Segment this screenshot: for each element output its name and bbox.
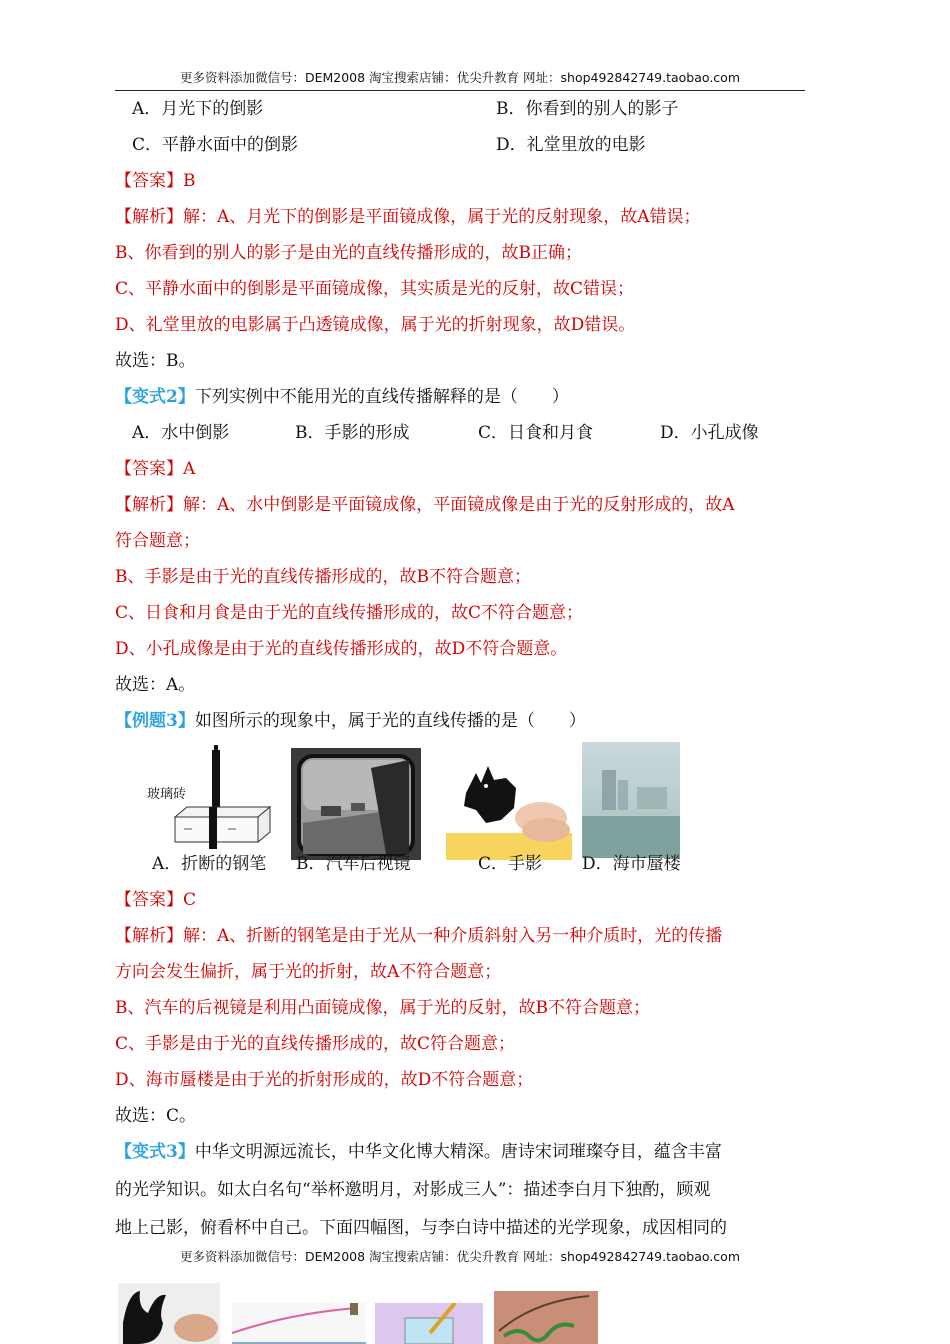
q1-answer <box>115 170 815 192</box>
q3-conclusion: 故选：C。 <box>115 1106 197 1126</box>
q3-answer <box>115 889 815 911</box>
page-footer: 更多资料添加微信号：DEM2008 淘宝搜索店铺：优尖升教育 网址：shop492842749.taobao.com <box>179 1249 741 1264</box>
figure-label-glass-brick: 玻璃砖 <box>147 787 187 802</box>
question-text: 中华文明源远流长，中华文化博大精深。唐诗宋词璀璨夺目，蕴含丰富 <box>194 1142 722 1162</box>
analysis-tag: 【解析】 <box>115 207 183 227</box>
q3-analysis-line: D、海市蜃楼是由于光的折射形成的，故D不符合题意； <box>115 1070 534 1090</box>
analysis-text: 解：A、折断的钢笔是由于光从一种介质斜射入另一种介质时，光的传播 <box>183 926 723 946</box>
q4-stem-line <box>115 1141 815 1163</box>
q4-stem-line: 地上己影，俯看杯中自己。下面四幅图，与李白诗中描述的光学现象，成因相同的 <box>115 1218 727 1238</box>
q3-option-b: B．汽车后视镜 <box>296 854 411 874</box>
answer-tag: 【答案】 <box>115 890 183 910</box>
q1-option-b: B．你看到的别人的影子 <box>496 99 679 119</box>
analysis-text: 解：A、水中倒影是平面镜成像，平面镜成像是由于光的反射形成的，故A <box>183 495 735 515</box>
q1-analysis-line: D、礼堂里放的电影属于凸透镜成像，属于光的折射现象，故D错误。 <box>115 315 636 335</box>
q3-analysis-line: C、手影是由于光的直线传播形成的，故C符合题意； <box>115 1034 516 1054</box>
q2-conclusion: 故选：A。 <box>115 675 196 695</box>
answer-tag: 【答案】 <box>115 459 183 479</box>
q3-option-a: A．折断的钢笔 <box>152 854 267 874</box>
figure-rabbit-shadow <box>118 1283 220 1344</box>
q2-option-a: A．水中倒影 <box>132 423 230 443</box>
answer-tag: 【答案】 <box>115 171 183 191</box>
q1-option-c: C．平静水面中的倒影 <box>132 135 299 155</box>
q1-analysis-line: C、平静水面中的倒影是平面镜成像，其实质是光的反射，故C错误； <box>115 279 635 299</box>
q2-answer <box>115 458 815 480</box>
q3-option-c: C．手影 <box>478 854 543 874</box>
question-tag: 【例题3】 <box>115 711 195 731</box>
q2-option-d: D．小孔成像 <box>660 423 759 443</box>
figure-bow-and-snake <box>494 1291 598 1344</box>
q2-analysis-line: 符合题意； <box>115 531 200 551</box>
figure-broken-pen <box>140 745 275 850</box>
q2-analysis-line <box>115 494 815 516</box>
page-header: 更多资料添加微信号：DEM2008 淘宝搜索店铺：优尖升教育 网址：shop492842749.taobao.com <box>115 68 805 91</box>
q2-analysis-line: D、小孔成像是由于光的直线传播形成的，故D不符合题意。 <box>115 639 568 659</box>
q3-option-d: D．海市蜃楼 <box>582 854 681 874</box>
answer-value: B <box>183 171 196 191</box>
figure-hand-shadow <box>446 748 572 860</box>
answer-value: C <box>183 890 197 910</box>
analysis-tag: 【解析】 <box>115 495 183 515</box>
q2-analysis-line: C、日食和月食是由于光的直线传播形成的，故C不符合题意； <box>115 603 584 623</box>
analysis-text: 解：A、月光下的倒影是平面镜成像，属于光的反射现象，故A错误； <box>183 207 701 227</box>
q3-stem <box>115 710 815 732</box>
q4-stem-line: 的光学知识。如太白名句“举杯邀明月，对影成三人”：描述李白月下独酌，顾观 <box>115 1180 711 1200</box>
q1-option-d: D．礼堂里放的电影 <box>496 135 646 155</box>
question-text: 下列实例中不能用光的直线传播解释的是（ ） <box>194 387 569 407</box>
q2-stem <box>115 386 815 408</box>
q1-analysis-line: B、你看到的别人的影子是由光的直线传播形成的，故B正确； <box>115 243 582 263</box>
q1-conclusion: 故选：B。 <box>115 351 196 371</box>
question-tag: 【变式2】 <box>115 387 195 407</box>
analysis-tag: 【解析】 <box>115 926 183 946</box>
question-tag: 【变式3】 <box>115 1142 195 1162</box>
figure-car-mirror <box>291 748 421 860</box>
q2-option-c: C．日食和月食 <box>478 423 594 443</box>
q1-analysis-line <box>115 206 815 228</box>
q3-analysis-line <box>115 925 815 947</box>
q2-option-b: B．手影的形成 <box>295 423 410 443</box>
q1-option-a: A．月光下的倒影 <box>132 99 264 119</box>
question-text: 如图所示的现象中，属于光的直线传播的是（ ） <box>194 711 586 731</box>
q2-analysis-line: B、手影是由于光的直线传播形成的，故B不符合题意； <box>115 567 531 587</box>
figure-light-ray <box>232 1303 366 1344</box>
answer-value: A <box>183 459 196 479</box>
figure-pencil-in-glass <box>375 1303 483 1344</box>
figure-mirage <box>582 742 680 858</box>
q3-analysis-line: 方向会发生偏折，属于光的折射，故A不符合题意； <box>115 962 502 982</box>
q3-analysis-line: B、汽车的后视镜是利用凸面镜成像，属于光的反射，故B不符合题意； <box>115 998 650 1018</box>
